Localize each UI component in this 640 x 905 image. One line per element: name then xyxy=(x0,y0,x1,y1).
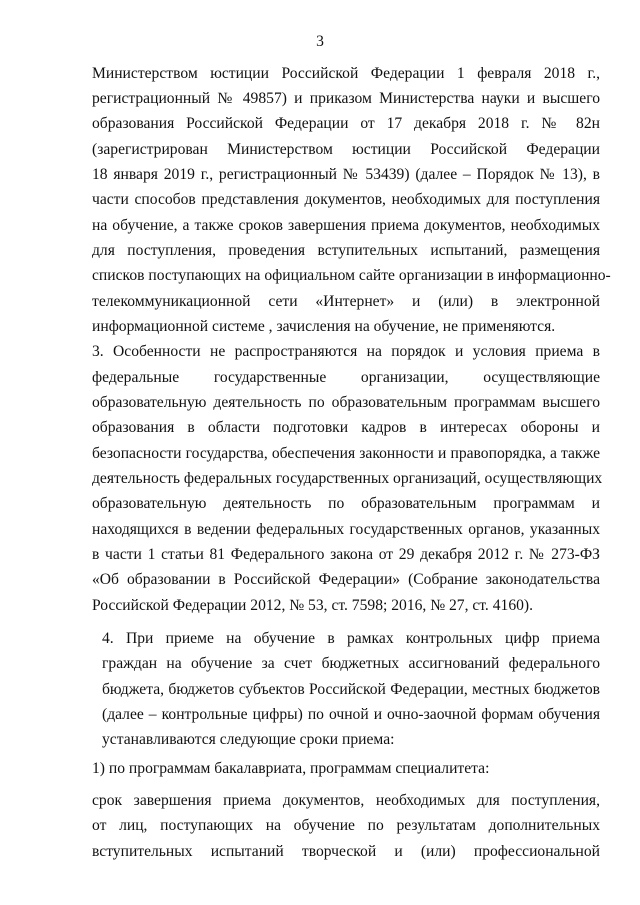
text-line: образовательную деятельность по образовательным программам высшего xyxy=(92,394,600,411)
text-line: в части 1 статьи 81 Федерального закона от 29 декабря 2012 г. № 273-ФЗ xyxy=(92,546,600,563)
text-line: 18 января 2019 г., регистрационный № 53439) (далее – Порядок № 13), в xyxy=(92,166,600,183)
text-line: Министерством юстиции Российской Федерации 1 февраля 2018 г., xyxy=(92,65,600,82)
text-line: телекоммуникационной сети «Интернет» и (или) в электронной xyxy=(92,293,600,310)
text-line: деятельность федеральных государственных организаций, осуществляющих xyxy=(92,470,603,487)
text-line: образования Российской Федерации от 17 декабря 2018 г. № 82н xyxy=(92,115,600,132)
text-line: образования в области подготовки кадров в интересах обороны и xyxy=(92,419,600,436)
text-line: образовательную деятельность по образовательным программам и xyxy=(92,495,600,512)
page-number: 3 xyxy=(316,33,324,50)
text-line: от лиц, поступающих на обучение по результатам дополнительных xyxy=(92,817,600,834)
text-line: вступительных испытаний творческой и (или) профессиональной xyxy=(92,843,600,860)
text-line: срок завершения приема документов, необходимых для поступления, xyxy=(92,792,600,809)
list-item-1: 1) по программам бакалавриата, программам специалитета: xyxy=(92,760,490,777)
text-line: находящихся в ведении федеральных государственных органов, указанных xyxy=(92,521,600,538)
text-line: части способов представления документов, необходимых для поступления xyxy=(92,191,600,208)
text-line: устанавливаются следующие сроки приема: xyxy=(102,731,395,748)
text-line: для поступления, проведения вступительных испытаний, размещения xyxy=(92,242,600,259)
text-line: (зарегистрирован Министерством юстиции Российской Федерации xyxy=(92,141,600,158)
text-line: бюджета, бюджетов субъектов Российской Федерации, местных бюджетов xyxy=(102,681,600,698)
text-line: информационной системе , зачисления на обучение, не применяются. xyxy=(92,318,556,335)
text-line: федеральные государственные организации, осуществляющие xyxy=(92,369,600,386)
text-line: списков поступающих на официальном сайте организации в информационно- xyxy=(92,267,611,284)
text-line: «Об образовании в Российской Федерации» (Собрание законодательства xyxy=(92,571,600,588)
paragraph-3-first-line: 3. Особенности не распространяются на порядок и условия приема в xyxy=(92,343,600,360)
text-line: на обучение, а также сроков завершения приема документов, необходимых xyxy=(92,217,600,234)
text-line: (далее – контрольные цифры) по очной и очно-заочной формам обучения xyxy=(102,706,600,723)
text-line: Российской Федерации 2012, № 53, ст. 7598; 2016, № 27, ст. 4160). xyxy=(92,597,534,614)
text-line: регистрационный № 49857) и приказом Министерства науки и высшего xyxy=(92,90,600,107)
text-line: граждан на обучение за счет бюджетных ассигнований федерального xyxy=(102,655,600,672)
paragraph-4-first-line: 4. При приеме на обучение в рамках контрольных цифр приема xyxy=(102,630,600,647)
text-line: безопасности государства, обеспечения законности и правопорядка, а также xyxy=(92,445,600,462)
